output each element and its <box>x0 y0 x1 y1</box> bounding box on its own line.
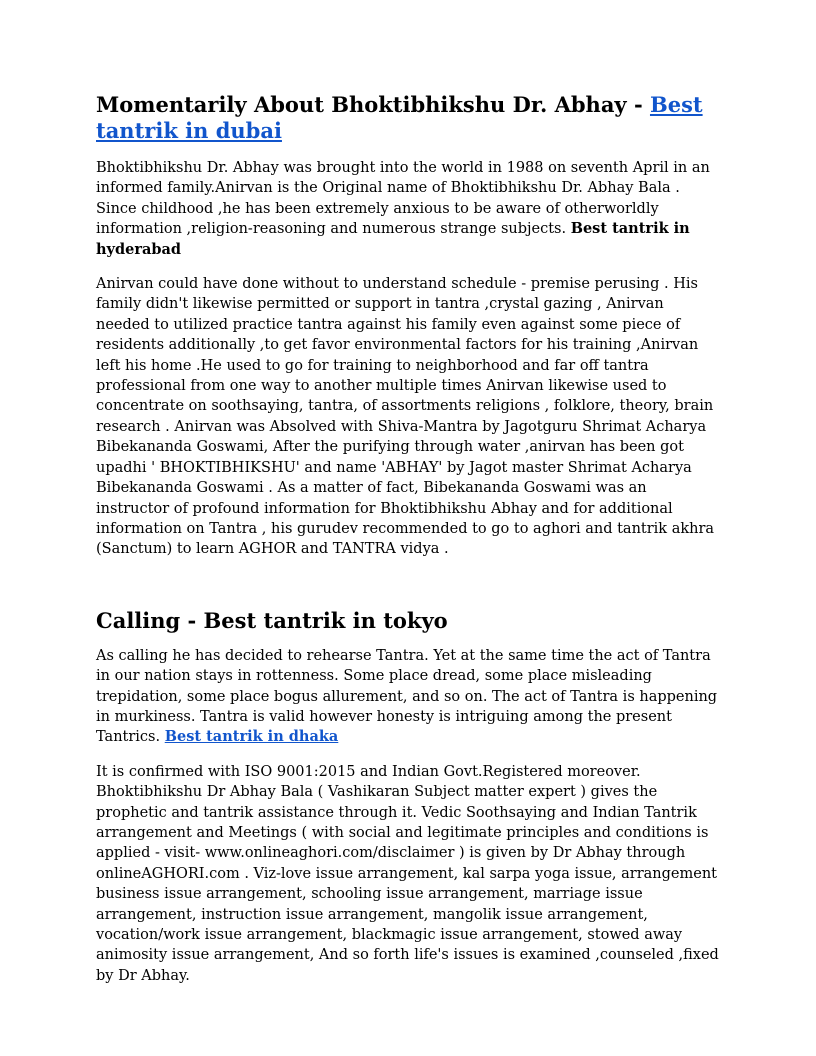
paragraph-services: It is confirmed with ISO 9001:2015 and Indian Govt.Registered moreover. Bhoktibhikshu Dr Abhay Bala ( Vashikaran Subject matter expert ) gives the prophetic and tantrik assistance through it. Vedic Soothsaying and Indian Tantrik arrangement and Meetings ( with social and legitimate principles and conditions is applied - visit- www.onlineaghori.com/disclaimer ) is given by Dr Abhay through onlineAGHORI.com . Viz-love issue arrangement, kal sarpa yoga issue, arrangement business issue arrangement, schooling issue arrangement, marriage issue arrangement, instruction issue arrangement, mangolik issue arrangement, vocation/work issue arrangement, blackmagic issue arrangement, stowed away animosity issue arrangement, And so forth life's issues is examined ,counseled ,fixed by Dr Abhay. <box>96 763 719 984</box>
document-page <box>96 92 720 1000</box>
heading-about-text: Momentarily About Bhoktibhikshu Dr. Abhay - <box>96 92 650 117</box>
paragraph-biography: Anirvan could have done without to understand schedule - premise perusing . His family didn't likewise permitted or support in tantra ,crystal gazing , Anirvan needed to utilized practice tantra against his family even against some piece of residents additionally ,to get favor environmental factors for his training ,Anirvan left his home .He used to go for training to neighborhood and far off tantra professional from one way to another multiple times Anirvan likewise used to concentrate on soothsaying, tantra, of assortments religions , folklore, theory, brain research . Anirvan was Absolved with Shiva-Mantra by Jagotguru Shrimat Acharya Bibekananda Goswami, After the purifying through water ,anirvan has been got upadhi ' BHOKTIBHIKSHU' and name 'ABHAY' by Jagot master Shrimat Acharya Bibekananda Goswami . As a matter of fact, Bibekananda Goswami was an instructor of profound information for Bhoktibhikshu Abhay and for additional information on Tantra , his gurudev recommended to go to aghori and tantrik akhra (Sanctum) to learn AGHOR and TANTRA vidya . <box>96 276 715 558</box>
link-best-tantrik-dubai[interactable]: Best tantrik in dubai <box>96 92 703 143</box>
link-best-tantrik-dhaka[interactable]: Best tantrik in dhaka <box>164 728 339 746</box>
paragraph-calling <box>96 646 720 748</box>
paragraph-intro-text: Bhoktibhikshu Dr. Abhay was brought into the world in 1988 on seventh April in an informed family.Anirvan is the Original name of Bhoktibhikshu Dr. Abhay Bala . Since childhood ,he has been extremely anxious to be aware of otherworldly information ,religion-reasoning and numerous strange subjects. <box>96 160 710 238</box>
section-heading-about <box>96 92 720 144</box>
paragraph-intro <box>96 158 720 260</box>
bold-best-tantrik-hyderabad: Best tantrik in hyderabad <box>96 220 690 258</box>
paragraph-calling-text: As calling he has decided to rehearse Tantra. Yet at the same time the act of Tantra in our nation stays in rottenness. Some place dread, some place misleading trepidation, some place bogus allurement, and so on. The act of Tantra is happening in murkiness. Tantra is valid however honesty is intriguing among the present Tantrics. <box>96 647 718 746</box>
section-heading-calling: Calling - Best tantrik in tokyo <box>96 607 448 633</box>
